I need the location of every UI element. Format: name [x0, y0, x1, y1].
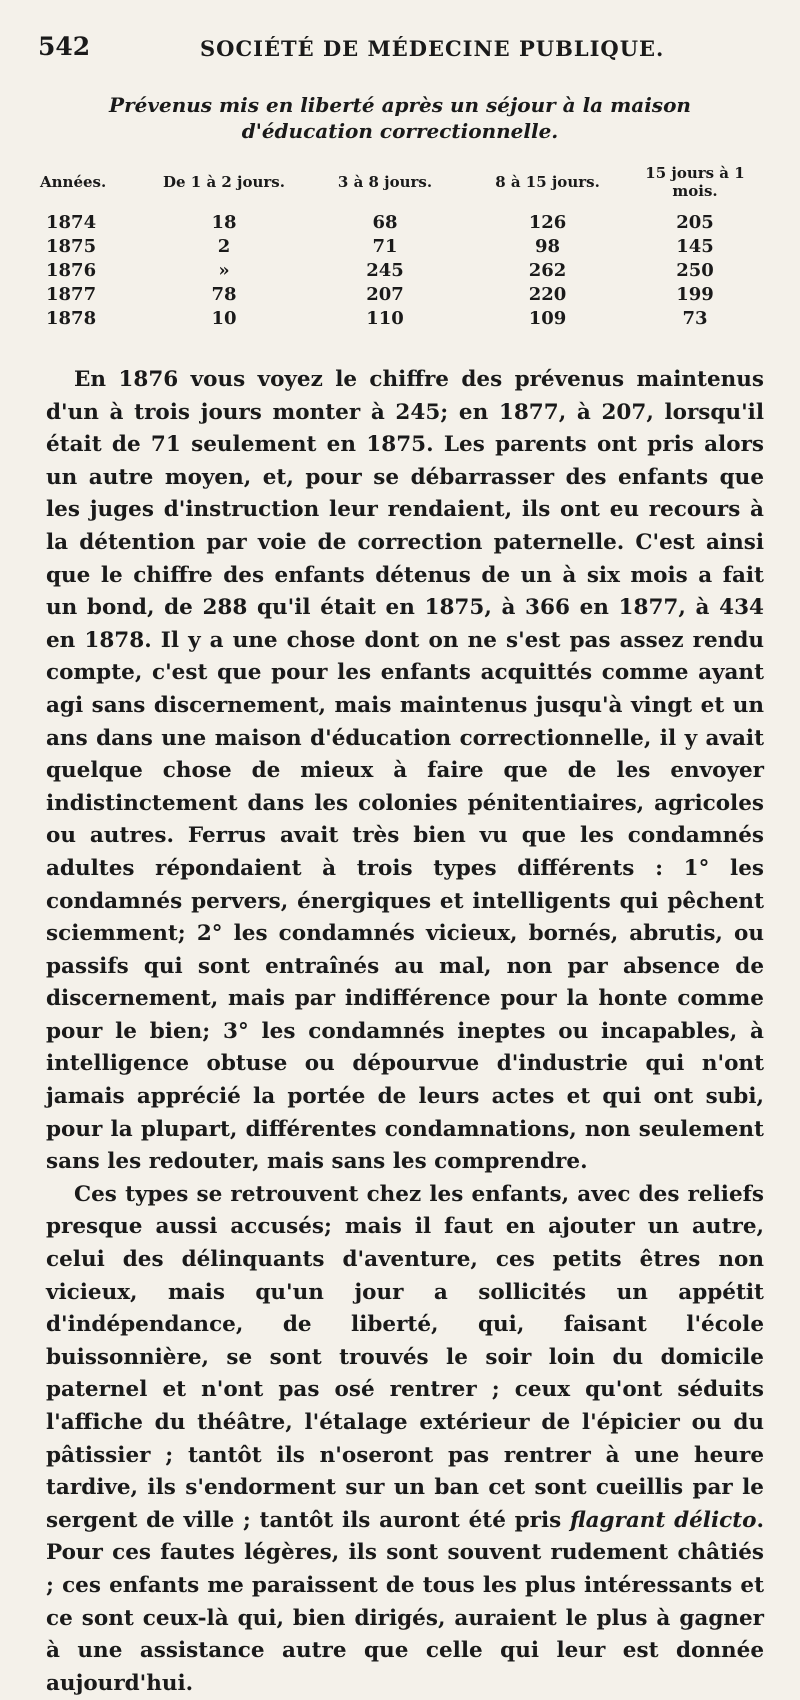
table-cell: 245 — [366, 259, 404, 281]
latin-phrase: flagrant délicto — [569, 1507, 757, 1533]
table-cell: » — [218, 259, 230, 281]
table-cell: 71 — [372, 235, 398, 257]
table-title — [60, 92, 740, 144]
table-cell: 145 — [676, 235, 714, 257]
table-cell: 205 — [676, 211, 714, 233]
table-title-line-2: d'éducation correctionnelle. — [241, 119, 559, 143]
year-cell: 1877 — [46, 283, 97, 305]
column-header: 15 jours à 1 mois. — [645, 164, 745, 200]
year-cell: 1875 — [46, 235, 97, 257]
paragraph-text: . Pour ces fautes légères, ils sont souvent rudement châtiés ; ces enfants me paraissent de tous les plus intéressants et ce sont ceux-là qui, bien dirigés, auraient le plus à gagner à une assistance autre que celle qui leur est donnée aujourd'hui. — [46, 1507, 764, 1696]
year-cell: 1874 — [46, 211, 97, 233]
table-row — [40, 306, 765, 330]
table-header-row — [40, 164, 765, 210]
table-row — [40, 210, 765, 234]
table-cell: 98 — [534, 235, 561, 257]
table-row — [40, 282, 765, 306]
table-cell: 10 — [211, 307, 237, 329]
column-header: 3 à 8 jours. — [337, 173, 433, 191]
table-cell: 109 — [528, 307, 567, 329]
table-cell: 220 — [528, 283, 567, 305]
table-cell: 18 — [211, 211, 237, 233]
statistics-table — [40, 164, 765, 330]
table-cell: 126 — [528, 211, 567, 233]
running-head: SOCIÉTÉ DE MÉDECINE PUBLIQUE. — [200, 36, 665, 61]
table-cell: 78 — [211, 283, 237, 305]
table-cell: 199 — [676, 283, 714, 305]
paragraph — [46, 1179, 764, 1700]
table-row — [40, 258, 765, 282]
table-cell: 2 — [217, 235, 231, 257]
page-header — [30, 32, 760, 66]
paragraph: En 1876 vous voyez le chiffre des prévenus maintenus d'un à trois jours monter à 245; en 1877, à 207, lorsqu'il était de 71 seulement en 1875. Les parents ont pris alors un autre moyen, et, pour se débarrasser des enfants que les juges d'instruction leur rendaient, ils ont eu recours à la détention par voie de correction paternelle. C'est ainsi que le chiffre des enfants détenus de un à six mois a fait un bond, de 288 qu'il était en 1875, à 366 en 1877, à 434 en 1878. Il y a une chose dont on ne s'est pas assez rendu compte, c'est que pour les enfants acquittés comme ayant agi sans discernement, mais maintenus jusqu'à vingt et un ans dans une maison d'éducation correctionnelle, il y avait quelque chose de mieux à faire que de les envoyer indistinctement dans les colonies pénitentiaires, agricoles ou autres. Ferrus avait très bien vu que les condamnés adultes répondaient à trois types différents : 1° les condamnés pervers, énergiques et intelligents qui pêchent sciemment; 2° les condamnés vicieux, bornés, abrutis, ou passifs qui sont entraînés au mal, non par absence de discernement, mais par indifférence pour la honte comme pour le bien; 3° les condamnés ineptes ou incapables, à intelligence obtuse ou dépourvue d'industrie qui n'ont jamais apprécié la portée de leurs actes et qui ont subi, pour la plupart, différentes condamnations, non seulement sans les redouter, mais sans les comprendre. — [46, 367, 764, 1175]
table-cell: 207 — [366, 283, 404, 305]
table-cell: 262 — [528, 259, 567, 281]
table-title-line-1: Prévenus mis en liberté après un séjour à la maison — [109, 93, 691, 117]
year-cell: 1878 — [46, 307, 97, 329]
page-number: 542 — [38, 32, 91, 61]
year-cell: 1876 — [46, 259, 97, 281]
body-text — [46, 364, 764, 1700]
table-cell: 250 — [676, 259, 714, 281]
paragraph-text: Ces types se retrouvent chez les enfants, avec des reliefs presque aussi accusés; mais il faut en ajouter un autre, celui des délinquants d'aventure, ces petits êtres non vicieux, mais qu'un jour a sollicités un appétit d'indépendance, de liberté, qui, faisant l'école buissonnière, se sont trouvés le soir loin du domicile paternel et n'ont pas osé rentrer ; ceux qu'ont séduits l'affiche du théâtre, l'étalage extérieur de l'épicier ou du pâtissier ; tantôt ils n'oseront pas rentrer à une heure tardive, ils s'endorment sur un ban cet sont cueillis par le sergent de ville ; tantôt ils auront été pris — [46, 1181, 764, 1533]
table-cell: 68 — [372, 211, 398, 233]
table-cell: 73 — [682, 307, 708, 329]
table-row — [40, 234, 765, 258]
column-header: 8 à 15 jours. — [495, 173, 600, 191]
table-cell: 110 — [366, 307, 404, 329]
column-header: Années. — [40, 173, 107, 191]
column-header: De 1 à 2 jours. — [163, 173, 285, 191]
